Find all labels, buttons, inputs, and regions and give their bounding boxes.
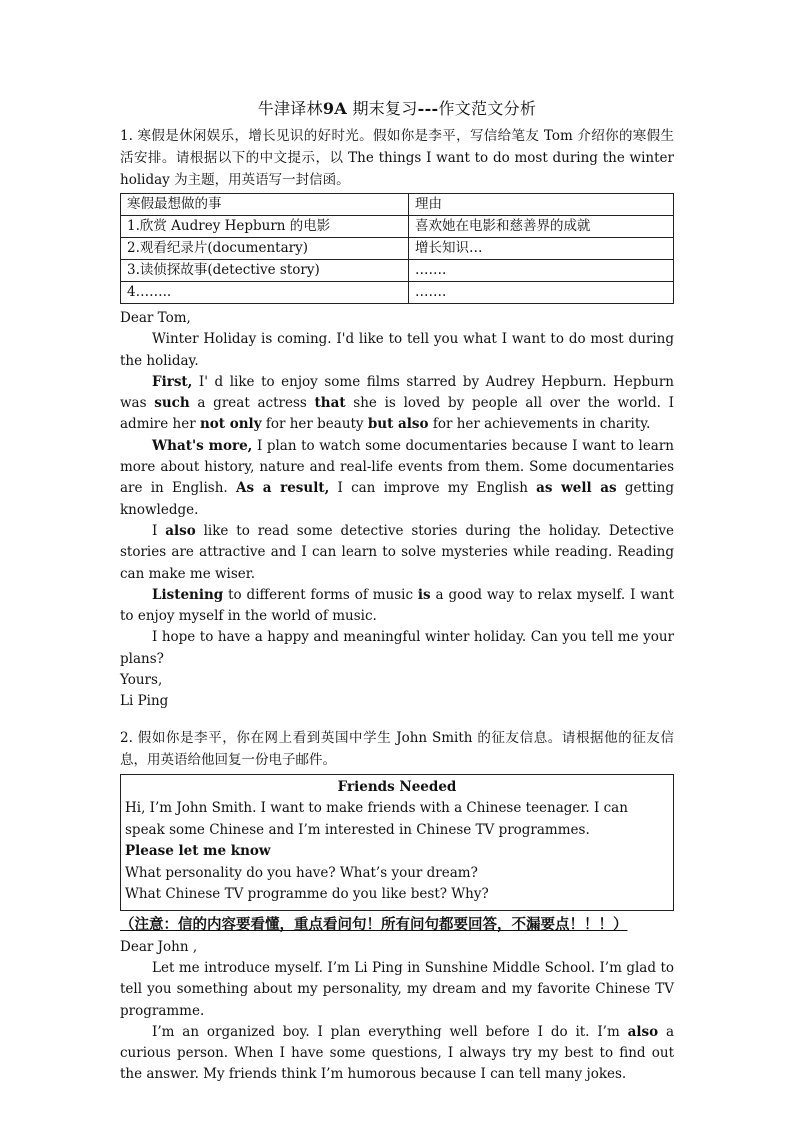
table-cell: ……. xyxy=(409,260,674,282)
title-prefix: 牛津译林 xyxy=(257,99,323,118)
letter-signature: Li Ping xyxy=(120,693,169,710)
letter-closing: Yours, xyxy=(120,672,163,689)
q2-prompt: 2. 假如你是李平，你在网上看到英国中学生 John Smith 的征友信息。请根据他的征友信息，用英语给他回复一份电子邮件。 xyxy=(120,729,674,768)
title-suffix: 作文范文分析 xyxy=(438,99,537,118)
letter-paragraph: Winter Holiday is coming. I'd like to tell you what I want to do most during the holiday. xyxy=(120,331,674,369)
table-cell: 喜欢她在电影和慈善界的成就 xyxy=(409,216,674,238)
title-bold: 9A xyxy=(322,99,348,118)
box-question: What Chinese TV programme do you like best? Why? xyxy=(125,886,489,903)
letter-greeting: Dear Tom, xyxy=(120,310,191,326)
table-row xyxy=(121,260,674,282)
table-row xyxy=(121,282,674,304)
letter-paragraph: I hope to have a happy and meaningful winter holiday. Can you tell me your plans? xyxy=(120,629,674,667)
table-cell: 3.读侦探故事(detective story) xyxy=(121,260,409,282)
table-row xyxy=(121,216,674,238)
table-cell: 2.观看纪录片(documentary) xyxy=(121,238,409,260)
box-text: Hi, I’m John Smith. I want to make friends with a Chinese teenager. I can speak some Chinese and I’m interested in Chinese TV programmes. xyxy=(125,800,628,838)
box-question: What personality do you have? What’s your dream? xyxy=(125,864,478,881)
table-cell: 4…….. xyxy=(121,282,409,304)
table-cell: 寒假最想做的事 xyxy=(121,194,409,216)
table-cell: 增长知识… xyxy=(409,238,674,260)
table-cell: ……. xyxy=(409,282,674,304)
letter-paragraph: I’m an organized boy. I plan everything well before I do it. I’m also a curious person. When I have some questions, I always try my best to find out the answer. My friends think I’m humorous because I can tell many jokes. xyxy=(120,1023,674,1083)
table-row xyxy=(121,194,674,216)
title-mid: 期末复习 xyxy=(347,99,418,118)
friends-needed-box xyxy=(120,774,674,911)
table-cell: 理由 xyxy=(409,194,674,216)
letter-paragraph: Let me introduce myself. I’m Li Ping in Sunshine Middle School. I’m glad to tell you something about my personality, my dream and my favorite Chinese TV programme. xyxy=(120,959,674,1019)
letter-paragraph: What's more, I plan to watch some documentaries because I want to learn more about history, nature and real-life events from them. Some documentaries are in English. As a result, I can improve my English as well as getting knowledge. xyxy=(120,437,674,518)
attention-note: （注意：信的内容要看懂，重点看问句！所有问句都要回答，不漏要点！！！） xyxy=(120,915,628,933)
letter-greeting: Dear John , xyxy=(120,938,198,955)
table-cell: 1.欣赏 Audrey Hepburn 的电影 xyxy=(121,216,409,238)
letter-paragraph: First, I' d like to enjoy some films starred by Audrey Hepburn. Hepburn was such a great actress that she is loved by people all over the world. I admire her not only for her beauty but also for her achievements in charity. xyxy=(120,373,674,433)
q1-prompt: 1. 寒假是休闲娱乐，增长见识的好时光。假如你是李平，写信给笔友 Tom 介绍你的寒假生活安排。请根据以下的中文提示，以 The things I want to do most during the winter holiday 为主题，用英语写一封信函。 xyxy=(120,128,674,188)
letter-to-tom xyxy=(120,308,674,713)
box-heading: Friends Needed xyxy=(337,778,457,795)
page-title xyxy=(120,96,674,119)
letter-to-john xyxy=(120,937,674,1086)
title-dashes: --- xyxy=(417,99,439,118)
letter-paragraph: Listening to different forms of music is a good way to relax myself. I want to enjoy myself in the world of music. xyxy=(120,586,675,625)
box-subheading: Please let me know xyxy=(125,843,271,860)
table-row xyxy=(121,238,674,260)
plan-table xyxy=(120,193,674,304)
worksheet-page xyxy=(120,96,674,1086)
letter-paragraph: I also like to read some detective stories during the holiday. Detective stories are attractive and I can learn to solve mysteries while reading. Reading can make me wiser. xyxy=(120,522,674,582)
